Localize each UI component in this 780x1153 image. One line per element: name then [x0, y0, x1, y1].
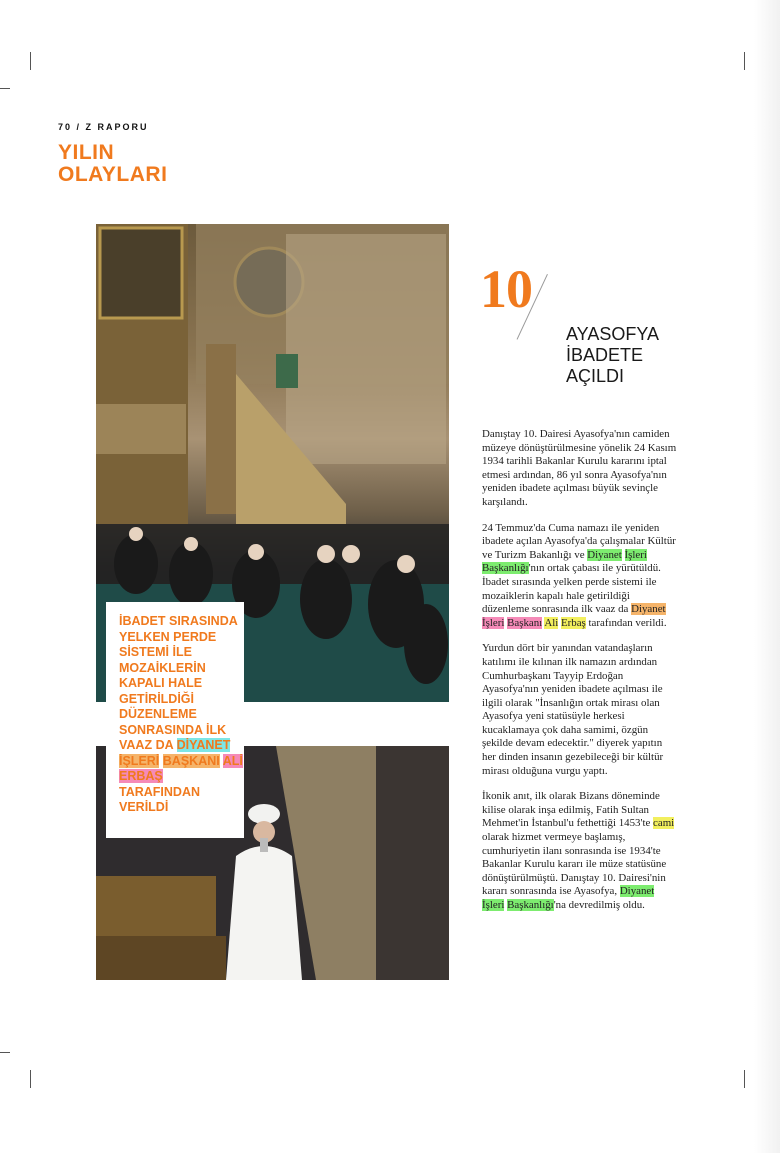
highlighted-text: İşleri — [624, 548, 647, 561]
crop-mark — [744, 52, 745, 70]
page-header-label: 70 / Z RAPORU — [58, 122, 149, 132]
story-title — [566, 324, 659, 387]
photo-caption — [119, 614, 243, 816]
text-run: TARAFINDAN VERİLDİ — [119, 784, 201, 814]
story-title-line: AYASOFYA — [566, 324, 660, 344]
highlighted-text: Ali — [544, 616, 559, 629]
text-run: Yurdun dört bir yanından vatandaşların katılımı ile kılınan ilk namazın ardından Cumhurbaşkanı Tayyip Erdoğan Ayasofya'nın yeniden ibadete açılması ile ilgili olarak "İnsanlığın ortak mirası olan Ayasofya yeni statüsüyle herkesi kucaklamaya çok daha samimi, özgün şekilde devam edecektir." diyerek yapıtın her dinden insanın gezebileceği bir kültür mirası olduğuna vurgu yaptı. — [482, 642, 664, 777]
highlighted-text: İŞLERİ — [119, 753, 160, 768]
highlighted-text: BAŞKANI — [162, 753, 220, 768]
highlighted-text: cami — [653, 817, 675, 830]
highlighted-text: İşleri — [482, 899, 505, 911]
story-number: 10 — [480, 259, 532, 319]
highlighted-text: Diyanet — [587, 548, 622, 561]
text-run: tarafından verildi. — [585, 616, 667, 629]
article-body — [482, 428, 678, 925]
crop-mark — [0, 1052, 10, 1053]
highlighted-text: Başkanı — [507, 616, 543, 629]
section-title-line: YILIN — [58, 141, 115, 164]
highlighted-text: ALİ — [222, 753, 243, 768]
highlighted-text: Diyanet — [631, 603, 666, 616]
text-run: İBADET SIRASINDA YELKEN PERDE SİSTEMİ İLE MOZAİKLERİN KAPALI HALE GETİRİLDİĞİ DÜZENLEME SONRASINDA İLK VAAZ DA — [119, 614, 238, 752]
text-run: 'nın ortak çabası ile yürütüldü. İbadet sırasında yelken perde sistemi ile mozaiklerin kapalı hale getirildiği düzenleme sonrasında ilk vaaz da — [482, 562, 661, 616]
highlighted-text: Diyanet — [619, 885, 655, 898]
story-title-line: İBADETE — [566, 345, 644, 365]
text-run: İkonik anıt, ilk olarak Bizans döneminde kilise olarak inşa edilmiş, Fatih Sultan Mehmet'in İstanbul'u fethettiği 1453'te — [482, 790, 660, 830]
highlighted-text: DİYANET — [176, 738, 231, 752]
highlighted-text: İşleri — [482, 616, 505, 629]
paragraph — [482, 428, 678, 510]
crop-mark — [0, 88, 10, 89]
crop-mark — [30, 52, 31, 70]
crop-mark — [744, 1070, 745, 1088]
highlighted-text: Erbaş — [561, 616, 586, 629]
paragraph — [482, 522, 678, 631]
text-run: Danıştay 10. Dairesi Ayasofya'nın camiden müzeye dönüştürülmesine yönelik 24 Kasım 1934 tarihli Bakanlar Kurulu kararını iptal etmesi ardından, 86 yıl sonra Ayasofya'nın yeniden ibadete açılması büyük sevinçle karşılandı. — [482, 428, 677, 508]
section-title-line: OLAYLARI — [58, 163, 168, 186]
highlighted-text: Başkanlığı — [507, 899, 554, 911]
paragraph — [482, 642, 678, 778]
highlighted-text: Başkanlığı — [482, 562, 529, 575]
page-edge-shadow — [754, 0, 780, 1153]
paragraph — [482, 790, 678, 912]
highlighted-text: ERBAŞ — [119, 769, 163, 783]
section-title — [58, 142, 167, 186]
crop-mark — [30, 1070, 31, 1088]
text-run: 'na devredilmiş oldu. — [553, 899, 645, 911]
text-run: olarak hizmet vermeye başlamış, cumhuriyetin ilanı sonrasında ise 1934'te Bakanlar Kurulu kararı ile müze statüsüne dönüştürülmüştü. Danıştay 10. Dairesi'nin kararı sonrasında ise Ayasofya, — [482, 831, 667, 898]
text-run: 24 Temmuz'da Cuma namazı ile yeniden ibadete açılan Ayasofya'da çalışmalar Kültür ve Turizm Bakanlığı ve — [482, 521, 676, 561]
story-title-line: AÇILDI — [566, 366, 625, 386]
